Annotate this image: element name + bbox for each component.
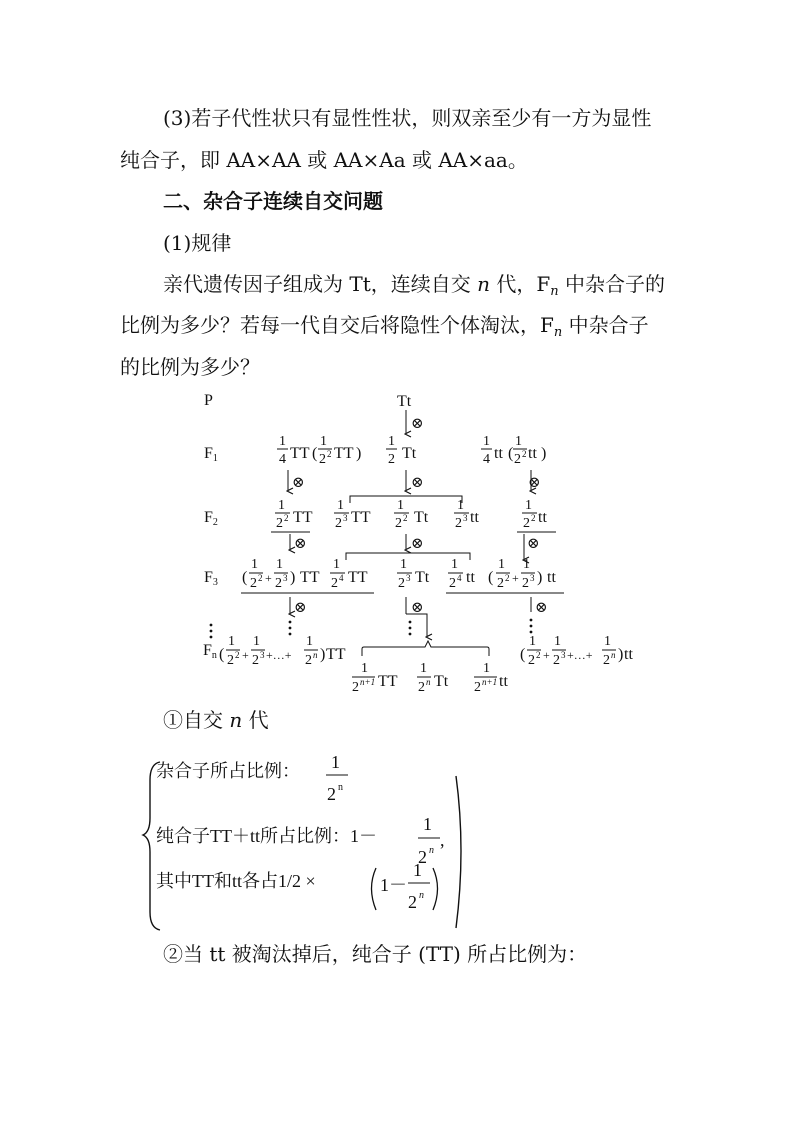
svg-text:3: 3 [561, 650, 566, 660]
svg-text:⊗: ⊗ [411, 475, 424, 491]
svg-text:1: 1 [388, 434, 395, 449]
svg-text:1: 1 [320, 434, 327, 449]
gen-label-f2: F2 [204, 509, 218, 528]
svg-text:2: 2 [497, 576, 504, 591]
svg-text:2: 2 [327, 784, 336, 804]
svg-text:⊗: ⊗ [527, 536, 540, 552]
svg-text:2: 2 [252, 653, 259, 668]
svg-text:(: ( [488, 569, 494, 586]
svg-text:TT: TT [351, 509, 371, 526]
sub-heading: (1)规律 [163, 231, 232, 255]
svg-text:2: 2 [522, 449, 527, 459]
svg-text:tt: tt [528, 445, 537, 462]
svg-text:n: n [426, 677, 431, 687]
svg-text:1: 1 [457, 498, 464, 513]
svg-text:2: 2 [531, 513, 536, 523]
svg-text:1: 1 [333, 557, 340, 572]
svg-text:1: 1 [515, 434, 522, 449]
gen-label-p: P [204, 392, 213, 409]
svg-text:2: 2 [388, 452, 395, 467]
svg-text:2: 2 [275, 576, 282, 591]
section-text: ①自交 [163, 708, 230, 732]
svg-text:2: 2 [418, 847, 427, 867]
variable-n: n [229, 708, 243, 732]
svg-text:1: 1 [276, 557, 283, 572]
svg-text:TT: TT [326, 646, 346, 663]
f3-tt [488, 557, 556, 591]
svg-text:4: 4 [279, 452, 286, 467]
svg-text:⊗: ⊗ [411, 600, 424, 616]
self-symbol: ⊗ [411, 416, 424, 432]
section-self-n [163, 708, 269, 732]
svg-text:(: ( [508, 445, 514, 462]
svg-text:TT: TT [334, 445, 354, 462]
svg-text:1: 1 [529, 634, 536, 649]
svg-text:1: 1 [604, 634, 611, 649]
svg-text:1: 1 [397, 498, 404, 513]
svg-text:2: 2 [522, 576, 529, 591]
formula-block [0, 740, 794, 940]
svg-text:n: n [338, 782, 343, 793]
question-text: 中杂合子的 [558, 272, 665, 296]
svg-text:): ) [618, 646, 624, 663]
f1-TT [277, 434, 361, 467]
svg-text:2: 2 [284, 513, 289, 523]
svg-text:⊗: ⊗ [294, 536, 307, 552]
svg-text:3: 3 [406, 573, 411, 583]
svg-text:3: 3 [530, 573, 535, 583]
subscript-n: n [553, 325, 563, 340]
svg-text:2: 2 [227, 653, 234, 668]
svg-text:Tt: Tt [434, 673, 449, 690]
svg-text:tt: tt [466, 569, 475, 586]
svg-text:1: 1 [306, 634, 313, 649]
svg-text:⊗: ⊗ [411, 536, 424, 552]
f2-TT-from-Tt [334, 498, 371, 531]
svg-text:+: + [265, 571, 272, 585]
svg-text:1: 1 [331, 752, 340, 772]
svg-text:Tt: Tt [414, 509, 429, 526]
svg-text:TT: TT [300, 569, 320, 586]
svg-text:2: 2 [536, 650, 541, 660]
svg-text:4: 4 [339, 573, 344, 583]
svg-text:(: ( [242, 569, 248, 586]
svg-text:3: 3 [463, 513, 468, 523]
f3-TT [242, 557, 320, 591]
svg-text:⊗: ⊗ [535, 600, 548, 616]
svg-text:(: ( [219, 646, 225, 663]
paragraph-line: (3)若子代性状只有显性性状，则双亲至少有一方为显性 [163, 106, 652, 130]
svg-text:⊗: ⊗ [294, 600, 307, 616]
svg-text:⊗: ⊗ [528, 475, 541, 491]
svg-text:1: 1 [554, 634, 561, 649]
svg-text:): ) [290, 569, 296, 586]
svg-text:2: 2 [474, 680, 481, 695]
f2-TT [275, 498, 313, 531]
svg-text:2: 2 [528, 653, 535, 668]
svg-text:n+1: n+1 [482, 677, 498, 687]
svg-text:(: ( [520, 646, 526, 663]
svg-text:TT: TT [348, 569, 368, 586]
svg-text:1: 1 [228, 634, 235, 649]
fn-result-tt [474, 661, 508, 695]
svg-text:2: 2 [455, 516, 462, 531]
gen-label-f1: F1 [204, 445, 218, 464]
svg-text:+: + [543, 648, 550, 662]
svg-text:n: n [611, 650, 616, 660]
svg-text:tt: tt [547, 569, 556, 586]
svg-text:n: n [419, 890, 424, 901]
fn-tt [520, 634, 633, 668]
f2-tt [522, 498, 547, 531]
svg-text:1: 1 [278, 498, 285, 513]
svg-text:2: 2 [319, 452, 326, 467]
svg-text:Tt: Tt [402, 445, 417, 462]
parent-genotype: Tt [397, 393, 412, 410]
svg-text:1: 1 [523, 557, 530, 572]
svg-text:): ) [356, 445, 362, 462]
svg-text:(: ( [312, 445, 318, 462]
svg-text:+: + [242, 648, 249, 662]
svg-text:n+1: n+1 [360, 677, 376, 687]
svg-text:3: 3 [343, 513, 348, 523]
svg-text:1: 1 [451, 557, 458, 572]
f3-TT-from-Tt [330, 557, 368, 591]
svg-text:TT: TT [293, 509, 313, 526]
variable-n: n [477, 272, 490, 296]
svg-text:2: 2 [403, 513, 408, 523]
svg-text:2: 2 [276, 516, 283, 531]
f3-tt-from-Tt [448, 557, 475, 591]
svg-text:2: 2 [449, 576, 456, 591]
f2-tt-from-Tt [454, 498, 479, 531]
svg-text:2: 2 [327, 449, 332, 459]
svg-text:3: 3 [283, 573, 288, 583]
question-text: 亲代遗传因子组成为 Tt，连续自交 [163, 272, 478, 296]
svg-text:3: 3 [260, 650, 265, 660]
svg-text:+…+: +…+ [567, 648, 593, 662]
fn-result-Tt [417, 661, 449, 695]
svg-text:): ) [537, 569, 543, 586]
right-paren [456, 776, 461, 928]
question-line: 的比例为多少？ [120, 355, 260, 379]
f3-Tt [397, 557, 430, 591]
question-text: 比例为多少？若每一代自交后将隐性个体淘汰，F [120, 313, 554, 337]
svg-text:n: n [429, 845, 434, 856]
section-tt-eliminated: ②当 tt 被淘汰掉后，纯合子 (TT) 所占比例为： [163, 942, 588, 966]
gen-label-f3: F3 [204, 569, 218, 588]
fn-result-TT [352, 661, 398, 695]
gen-label-fn: Fn [203, 642, 217, 661]
svg-text:Tt: Tt [415, 569, 430, 586]
svg-text:4: 4 [457, 573, 462, 583]
svg-text:2: 2 [398, 576, 405, 591]
svg-text:tt: tt [624, 646, 633, 663]
svg-text:1: 1 [361, 661, 368, 676]
svg-text:2: 2 [418, 680, 425, 695]
svg-text:): ) [320, 646, 326, 663]
svg-text:1: 1 [423, 814, 432, 834]
svg-text:TT: TT [378, 673, 398, 690]
svg-text:⊗: ⊗ [292, 475, 305, 491]
svg-text:1: 1 [483, 661, 490, 676]
svg-text:2: 2 [523, 516, 530, 531]
svg-text:n: n [313, 650, 318, 660]
formula-row-heterozygote: 杂合子所占比例： [156, 761, 300, 781]
svg-text:2: 2 [235, 650, 240, 660]
svg-text:1: 1 [253, 634, 260, 649]
svg-text:1: 1 [279, 434, 286, 449]
svg-text:2: 2 [305, 653, 312, 668]
svg-text:2: 2 [603, 653, 610, 668]
svg-text:2: 2 [352, 680, 359, 695]
svg-text:2: 2 [408, 892, 417, 912]
section-text: 代 [242, 708, 269, 732]
left-brace [143, 762, 160, 930]
svg-text:1: 1 [525, 498, 532, 513]
svg-text:2: 2 [331, 576, 338, 591]
svg-text:1: 1 [413, 860, 422, 880]
svg-text:+: + [512, 571, 519, 585]
question-text: 中杂合子 [562, 313, 649, 337]
svg-text:1: 1 [400, 557, 407, 572]
svg-text:1: 1 [251, 557, 258, 572]
svg-text:2: 2 [250, 576, 257, 591]
svg-text:2: 2 [395, 516, 402, 531]
f2-Tt [394, 498, 429, 531]
svg-text:1: 1 [483, 434, 490, 449]
formula-row-each: 其中TT和tt各占1/2 × [156, 871, 316, 891]
fn-TT [219, 634, 346, 668]
svg-text:TT: TT [290, 445, 310, 462]
svg-text:2: 2 [553, 653, 560, 668]
svg-text:): ) [541, 445, 547, 462]
subscript-n: n [550, 284, 559, 299]
svg-text:2: 2 [335, 516, 342, 531]
svg-text:,: , [440, 830, 445, 850]
svg-text:+…+: +…+ [266, 648, 292, 662]
svg-text:2: 2 [505, 573, 510, 583]
svg-text:1: 1 [498, 557, 505, 572]
svg-text:tt: tt [499, 673, 508, 690]
svg-text:1－: 1－ [380, 875, 407, 895]
svg-text:tt: tt [494, 445, 503, 462]
svg-text:4: 4 [483, 452, 490, 467]
svg-text:1: 1 [337, 498, 344, 513]
svg-text:1: 1 [420, 661, 427, 676]
svg-text:tt: tt [470, 509, 479, 526]
formula-row-homozygote: 纯合子TT＋tt所占比例：1－ [156, 826, 377, 846]
f1-Tt [386, 434, 417, 467]
svg-text:tt: tt [538, 509, 547, 526]
question-text: 代，F [489, 272, 551, 296]
f1-tt [481, 434, 546, 467]
section-heading: 二、杂合子连续自交问题 [163, 189, 383, 213]
svg-text:2: 2 [258, 573, 263, 583]
paragraph-line: 纯合子，即 AA×AA 或 AA×Aa 或 AA×aa。 [120, 148, 528, 172]
svg-text:2: 2 [514, 452, 521, 467]
